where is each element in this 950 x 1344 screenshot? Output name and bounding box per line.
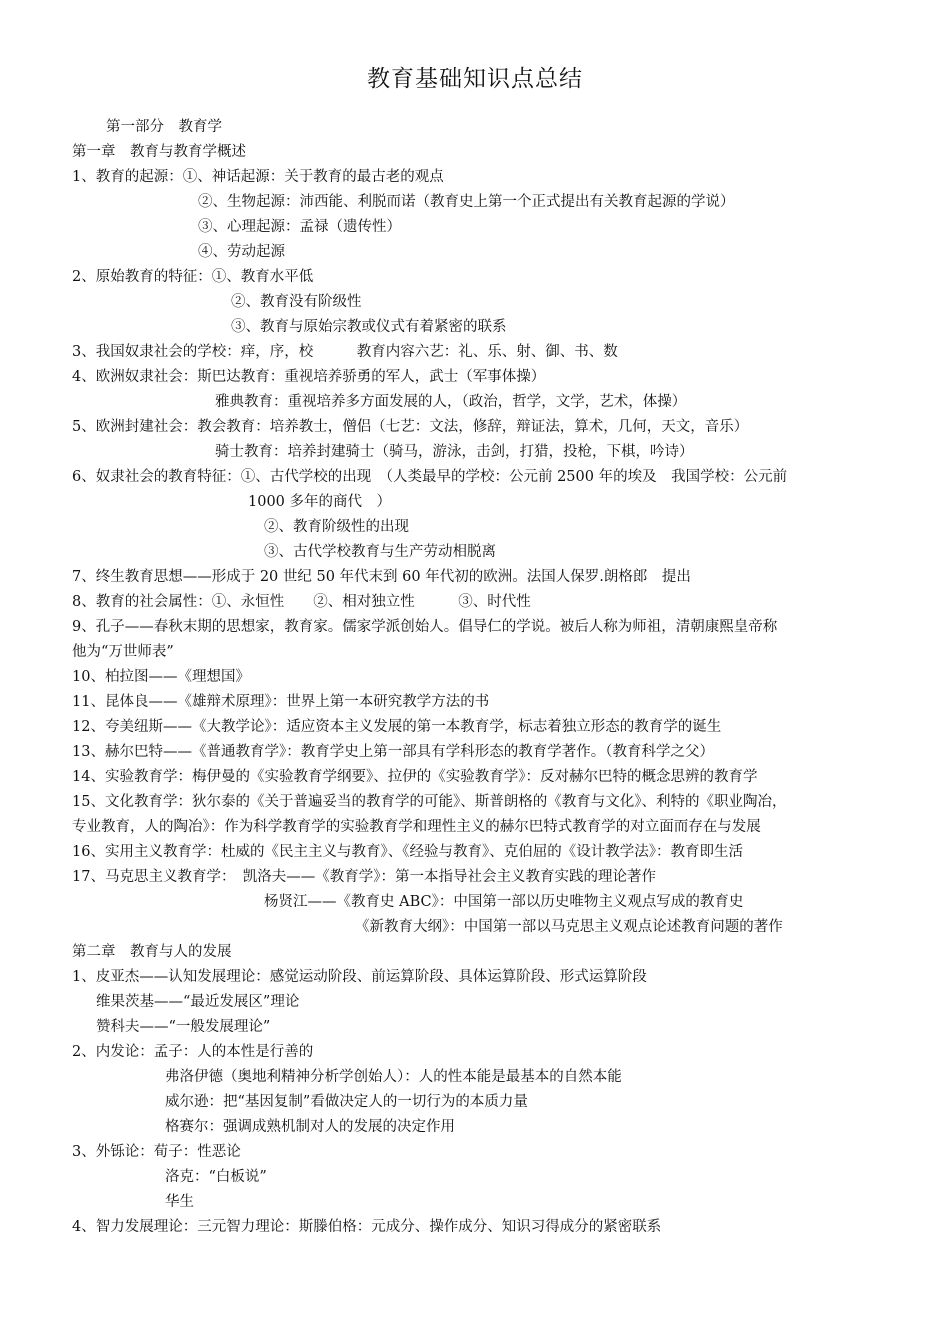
ch1-item-10: 10、柏拉图——《理想国》 [72,669,250,685]
ch2-item-3-line-3: 华生 [165,1194,194,1210]
ch1-item-15-line-1: 15、文化教育学：狄尔泰的《关于普遍妥当的教育学的可能》、斯普朗格的《教育与文化》、利特的《职业陶冶， [72,794,787,810]
ch1-item-1-line-2: ②、生物起源：沛西能、利脱而诺（教育史上第一个正式提出有关教育起源的学说） [198,194,735,210]
ch1-item-17-line-2: 杨贤江——《教育史 ABC》：中国第一部以历史唯物主义观点写成的教育史 [264,894,744,910]
ch1-item-4-line-2: 雅典教育：重视培养多方面发展的人，（政治，哲学，文学，艺术，体操） [215,394,687,410]
ch1-item-9-line-2: 他为“万世师表” [72,644,174,660]
ch1-item-17-line-3: 《新教育大纲》：中国第一部以马克思主义观点论述教育问题的著作 [355,919,783,935]
ch1-item-6-line-1: 6、奴隶社会的教育特征：①、古代学校的出现 （人类最早的学校：公元前 2500 年的埃及 我国学校：公元前 [72,469,788,485]
ch1-item-1-line-4: ④、劳动起源 [198,244,285,260]
ch1-item-1-line-3: ③、心理起源：孟禄（遗传性） [198,219,401,235]
ch1-item-16: 16、实用主义教育学：杜威的《民主主义与教育》、《经验与教育》、克伯屈的《设计教学法》：教育即生活 [72,844,743,860]
ch1-item-8: 8、教育的社会属性：①、永恒性 ②、相对独立性 ③、时代性 [72,594,531,610]
ch2-item-2-line-3: 威尔逊：把“基因复制”看做决定人的一切行为的本质力量 [165,1094,528,1110]
ch1-item-11: 11、昆体良——《雄辩术原理》：世界上第一本研究教学方法的书 [72,694,490,710]
ch2-item-2-line-4: 格赛尔：强调成熟机制对人的发展的决定作用 [165,1119,455,1135]
ch2-item-1-line-3: 赞科夫——“一般发展理论” [96,1019,271,1035]
ch1-item-2-line-3: ③、教育与原始宗教或仪式有着紧密的联系 [231,319,507,335]
document-title: 教育基础知识点总结 [367,66,583,92]
ch1-item-15-line-2: 专业教育，人的陶冶》：作为科学教育学的实验教育学和理性主义的赫尔巴特式教育学的对立面而存在与发展 [72,819,761,835]
ch2-item-2-line-1: 2、内发论：孟子：人的本性是行善的 [72,1044,314,1060]
part-heading: 第一部分 教育学 [106,119,222,135]
ch1-item-6-line-3: ②、教育阶级性的出现 [264,519,409,535]
ch1-item-14: 14、实验教育学：梅伊曼的《实验教育学纲要》、拉伊的《实验教育学》：反对赫尔巴特的概念思辨的教育学 [72,769,758,785]
ch1-item-12: 12、夸美纽斯——《大教学论》：适应资本主义发展的第一本教育学，标志着独立形态的教育学的诞生 [72,719,722,735]
ch2-item-2-line-2: 弗洛伊德（奥地利精神分析学创始人）：人的性本能是最基本的自然本能 [165,1069,622,1085]
ch1-item-5-line-1: 5、欧洲封建社会：教会教育：培养教士，僧侣（七艺：文法，修辞，辩证法，算术，几何，天文，音乐） [72,419,749,435]
ch1-item-4-line-1: 4、欧洲奴隶社会：斯巴达教育：重视培养骄勇的军人，武士（军事体操） [72,369,546,385]
ch2-item-4: 4、智力发展理论：三元智力理论：斯滕伯格：元成分、操作成分、知识习得成分的紧密联系 [72,1219,662,1235]
chapter-2-heading: 第二章 教育与人的发展 [72,944,232,960]
ch1-item-6-line-4: ③、古代学校教育与生产劳动相脱离 [264,544,496,560]
ch1-item-2-line-1: 2、原始教育的特征：①、教育水平低 [72,269,314,285]
ch2-item-1-line-2: 维果茨基——“最近发展区”理论 [96,994,300,1010]
ch1-item-6-line-2: 1000 多年的商代 ） [248,494,392,510]
ch1-item-9-line-1: 9、孔子——春秋末期的思想家，教育家。儒家学派创始人。倡导仁的学说。被后人称为师祖，清朝康熙皇帝称 [72,619,778,635]
ch2-item-3-line-1: 3、外铄论：荀子：性恶论 [72,1144,241,1160]
ch1-item-7: 7、终生教育思想——形成于 20 世纪 50 年代末到 60 年代初的欧洲。法国人保罗.朗格郎 提出 [72,569,691,585]
ch1-item-17-line-1: 17、马克思主义教育学： 凯洛夫——《教育学》：第一本指导社会主义教育实践的理论著作 [72,869,656,885]
ch1-item-2-line-2: ②、教育没有阶级性 [231,294,362,310]
ch1-item-13: 13、赫尔巴特——《普通教育学》：教育学史上第一部具有学科形态的教育学著作。（教育科学之父） [72,744,714,760]
ch1-item-3: 3、我国奴隶社会的学校：痒，序，校 教育内容六艺：礼、乐、射、御、书、数 [72,344,618,360]
ch1-item-5-line-2: 骑士教育：培养封建骑士（骑马，游泳，击剑，打猎，投枪，下棋，吟诗） [215,444,694,460]
ch1-item-1-line-1: 1、教育的起源：①、神话起源：关于教育的最古老的观点 [72,169,444,185]
ch2-item-3-line-2: 洛克：“白板说” [165,1169,267,1185]
ch2-item-1-line-1: 1、皮亚杰——认知发展理论：感觉运动阶段、前运算阶段、具体运算阶段、形式运算阶段 [72,969,647,985]
chapter-1-heading: 第一章 教育与教育学概述 [72,144,246,160]
